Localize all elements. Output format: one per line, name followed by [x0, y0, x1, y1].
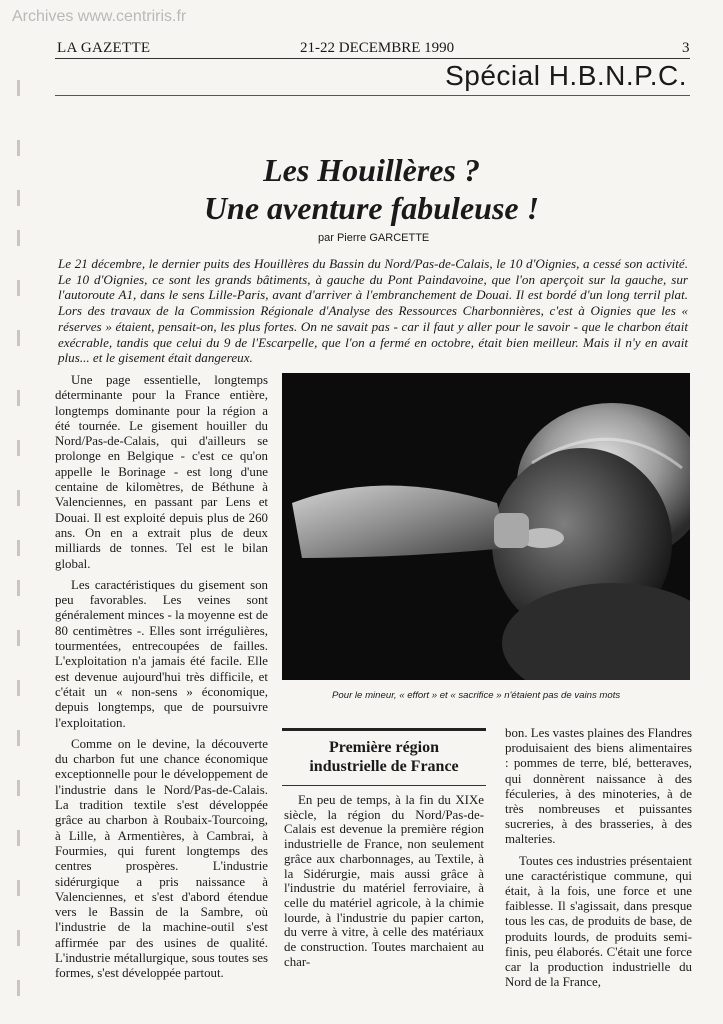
- header-rule: [55, 58, 690, 59]
- miner-drinking-photo: [282, 373, 690, 680]
- archive-watermark: Archives www.centriris.fr: [12, 8, 187, 25]
- photo-caption: Pour le mineur, « effort » et « sacrifice » n'étaient pas de vains mots: [332, 690, 621, 701]
- issue-date: 21-22 DECEMBRE 1990: [300, 40, 455, 56]
- middle-paragraph: En peu de temps, à la fin du XIXe siècle, la région du Nord/Pas-de-Calais est devenue la première région industrielle de France, non seulement grâce aux charbonnages, au Textile, à la Sidérurgie, mais aussi grâce à l'industrie du matériel ferroviaire, à celle du matériel agricole, à la chimie lourde, à l'industrie du papier carton, du verre à vitre, à celle des matériaux de construction. Toutes marchaient au char-: [284, 793, 484, 969]
- photo-illustration: [282, 373, 690, 680]
- left-paragraph: Une page essentielle, longtemps déterminante pour la France entière, longtemps dominante pour la région a été tournée. Le gisement houiller du Nord/Pas-de-Calais, qui d'ailleurs se prolonge en Belgique - c'est ce qu'on appelle le Borinage - est long d'une centaine de kilomètres, de Béthune à Valenciennes, en passant par Lens et Douai. Il est exploité depuis plus de 260 ans. On en a extrait plus de deux milliards de tonnes. Tel est le bilan global.: [55, 373, 268, 571]
- byline: par Pierre GARCETTE: [318, 232, 430, 244]
- headline-line-2: Une aventure fabuleuse !: [203, 190, 540, 226]
- left-column: [55, 373, 268, 982]
- article-intro: Le 21 décembre, le dernier puits des Houillères du Bassin du Nord/Pas-de-Calais, le 10 d'Oignies, a cessé son activité. Le 10 d'Oignies, ce sont les grands bâtiments, à gauche du Pont Paindavoine, que l'on aperçoit sur la gauche, sur l'autoroute A1, dans le sens Lille-Paris, avant d'arriver à l'embranchement de Douai. Il est bordé d'un long terril plat. Lors des travaux de la Commission Régionale d'Analyse des Ressources Charbonnières, c'est à Oignies que les « réserves » étaient, pensait-on, les plus fortes. On ne savait pas - car il faut y aller pour le savoir - que le charbon était exécrable, tandis que celui du 9 de l'Escarpelle, que l'on a fermé en octobre, était bien meilleur. Mais il n'y en avait plus... et le gisement était dangereux.: [58, 256, 688, 366]
- subheading-line-1: Première région: [328, 739, 440, 756]
- section-title: Spécial H.B.N.P.C.: [445, 60, 687, 91]
- right-paragraph: bon. Les vastes plaines des Flandres produisaient des biens alimentaires : pommes de terre, blé, betteraves, qui donnèrent naissance à des féculeries, à des minoteries, à de très nombreuses et puissantes sucreries, à des brasseries, à des malteries.: [505, 726, 692, 847]
- subheading: [282, 738, 486, 776]
- section-rule: [55, 95, 690, 96]
- subheading-line-2: industrielle de France: [309, 758, 459, 775]
- middle-column: [284, 793, 484, 969]
- right-column: [505, 726, 692, 990]
- left-paragraph: Comme on le devine, la découverte du charbon fut une chance économique exceptionnelle pour le développement de l'industrie dans le Nord/Pas-de-Calais. La tradition textile s'est développée grâce au charbon à Roubaix-Tourcoing, à Lille, à Armentières, à Cambrai, à Fourmies, qui furent longtemps des centres prospères. L'industrie sidérurgique a pris naissance à Valenciennes, et s'est d'abord étendue vers le Bassin de la Sambre, où l'industrie de la machine-outil s'est affirmée par des usines de qualité. L'industrie métallurgique, sous toutes ses formes, s'est développée partout.: [55, 736, 268, 981]
- headline-line-1: Les Houillères ?: [263, 152, 480, 188]
- right-paragraph: Toutes ces industries présentaient une caractéristique commune, qui était, à la fois, une force et une faiblesse. Il s'agissait, dans presque tous les cas, de produits de base, de produits lourds, de produits semi-finis, peu élaborés. C'était une force car la production industrielle du Nord de la France,: [505, 853, 692, 990]
- publication-name: LA GAZETTE: [57, 40, 151, 56]
- page-number: 3: [682, 40, 690, 56]
- left-paragraph: Les caractéristiques du gisement son peu favorables. Les veines sont généralement minces - la moyenne est de 80 centimètres -. Elles sont irrégulières, tourmentées, entrecoupées de failles. L'exploitation n'a jamais été facile. Elle est devenue aujourd'hui très difficile, et c'était un « non-sens » économique, depuis longtemps, que de poursuivre l'exploitation.: [55, 577, 268, 730]
